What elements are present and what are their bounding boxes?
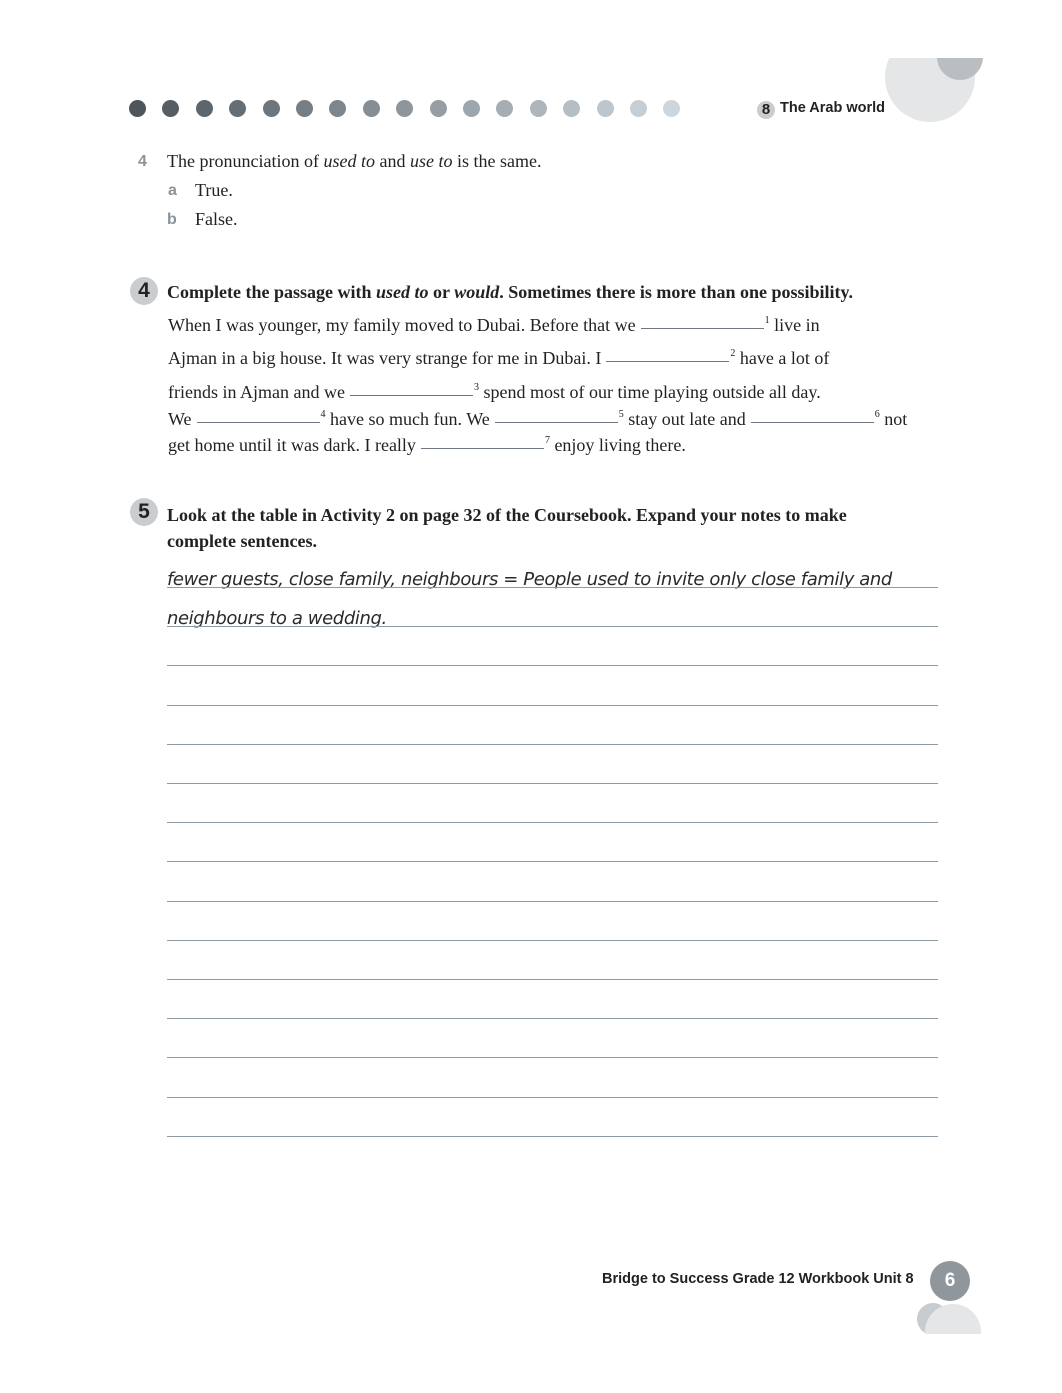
activity-4-badge: 4 (130, 277, 158, 305)
unit-title: The Arab world (780, 100, 885, 116)
writing-line[interactable] (167, 940, 938, 941)
activity-4-instruction: Complete the passage with used to or would. Sometimes there is more than one possibility. (167, 282, 854, 302)
passage-line-3: friends in Ajman and we $^3$ spend most of our time playing outside all day. (168, 382, 821, 402)
option-text-a[interactable]: True. (195, 180, 233, 200)
question-text: The pronunciation of used to and use to is the same. (167, 151, 542, 171)
gap-1[interactable] (641, 327, 764, 329)
example-answer-line-1: fewer guests, close family, neighbours = People used to invite only close family and (167, 569, 892, 590)
progress-dot (496, 100, 513, 117)
writing-line[interactable] (167, 587, 938, 588)
page-number-badge: 6 (930, 1261, 970, 1301)
passage-line-5: get home until it was dark. I really $^7$ enjoy living there. (168, 435, 686, 455)
progress-dot (530, 100, 547, 117)
writing-line[interactable] (167, 861, 938, 862)
passage-line-4: We $^4$ have so much fun. We $^5$ stay out late and $^6$ not (168, 409, 908, 429)
writing-line[interactable] (167, 626, 938, 627)
activity-5-instruction-line-2: complete sentences. (167, 531, 317, 551)
progress-dot (630, 100, 647, 117)
writing-line[interactable] (167, 822, 938, 823)
progress-dot (463, 100, 480, 117)
progress-dot (196, 100, 213, 117)
progress-dot (430, 100, 447, 117)
writing-line[interactable] (167, 901, 938, 902)
writing-line[interactable] (167, 979, 938, 980)
footer-title: Bridge to Success Grade 12 Workbook Unit 8 (602, 1271, 914, 1287)
decor-mask (870, 0, 1062, 58)
gap-6[interactable] (751, 421, 874, 423)
progress-dot (296, 100, 313, 117)
writing-line[interactable] (167, 705, 938, 706)
progress-dot (563, 100, 580, 117)
writing-line[interactable] (167, 665, 938, 666)
progress-dot (363, 100, 380, 117)
progress-dot (597, 100, 614, 117)
passage-line-1: When I was younger, my family moved to Dubai. Before that we $^1$ live in (168, 315, 820, 335)
example-answer-line-2: neighbours to a wedding. (167, 608, 387, 629)
passage-line-2: Ajman in a big house. It was very strange for me in Dubai. I $^2$ have a lot of (168, 348, 830, 368)
progress-dot (263, 100, 280, 117)
writing-line[interactable] (167, 1136, 938, 1137)
gap-7[interactable] (421, 447, 544, 449)
decor-footer-mask (900, 1334, 1000, 1374)
option-letter-b: b (167, 211, 177, 228)
progress-dot (129, 100, 146, 117)
option-letter-a: a (168, 182, 177, 199)
writing-line[interactable] (167, 1057, 938, 1058)
progress-dot (396, 100, 413, 117)
progress-dot (663, 100, 680, 117)
writing-line[interactable] (167, 1018, 938, 1019)
question-number: 4 (138, 153, 147, 170)
activity-5-instruction-line-1: Look at the table in Activity 2 on page 32 of the Coursebook. Expand your notes to make (167, 505, 847, 525)
writing-line[interactable] (167, 1097, 938, 1098)
option-text-b[interactable]: False. (195, 209, 238, 229)
writing-line[interactable] (167, 744, 938, 745)
gap-5[interactable] (495, 421, 618, 423)
progress-dot (329, 100, 346, 117)
gap-3[interactable] (350, 394, 473, 396)
gap-2[interactable] (606, 360, 729, 362)
activity-5-badge: 5 (130, 498, 158, 526)
progress-dot (229, 100, 246, 117)
unit-number-badge: 8 (757, 101, 775, 119)
writing-line[interactable] (167, 783, 938, 784)
gap-4[interactable] (197, 421, 320, 423)
progress-dot (162, 100, 179, 117)
